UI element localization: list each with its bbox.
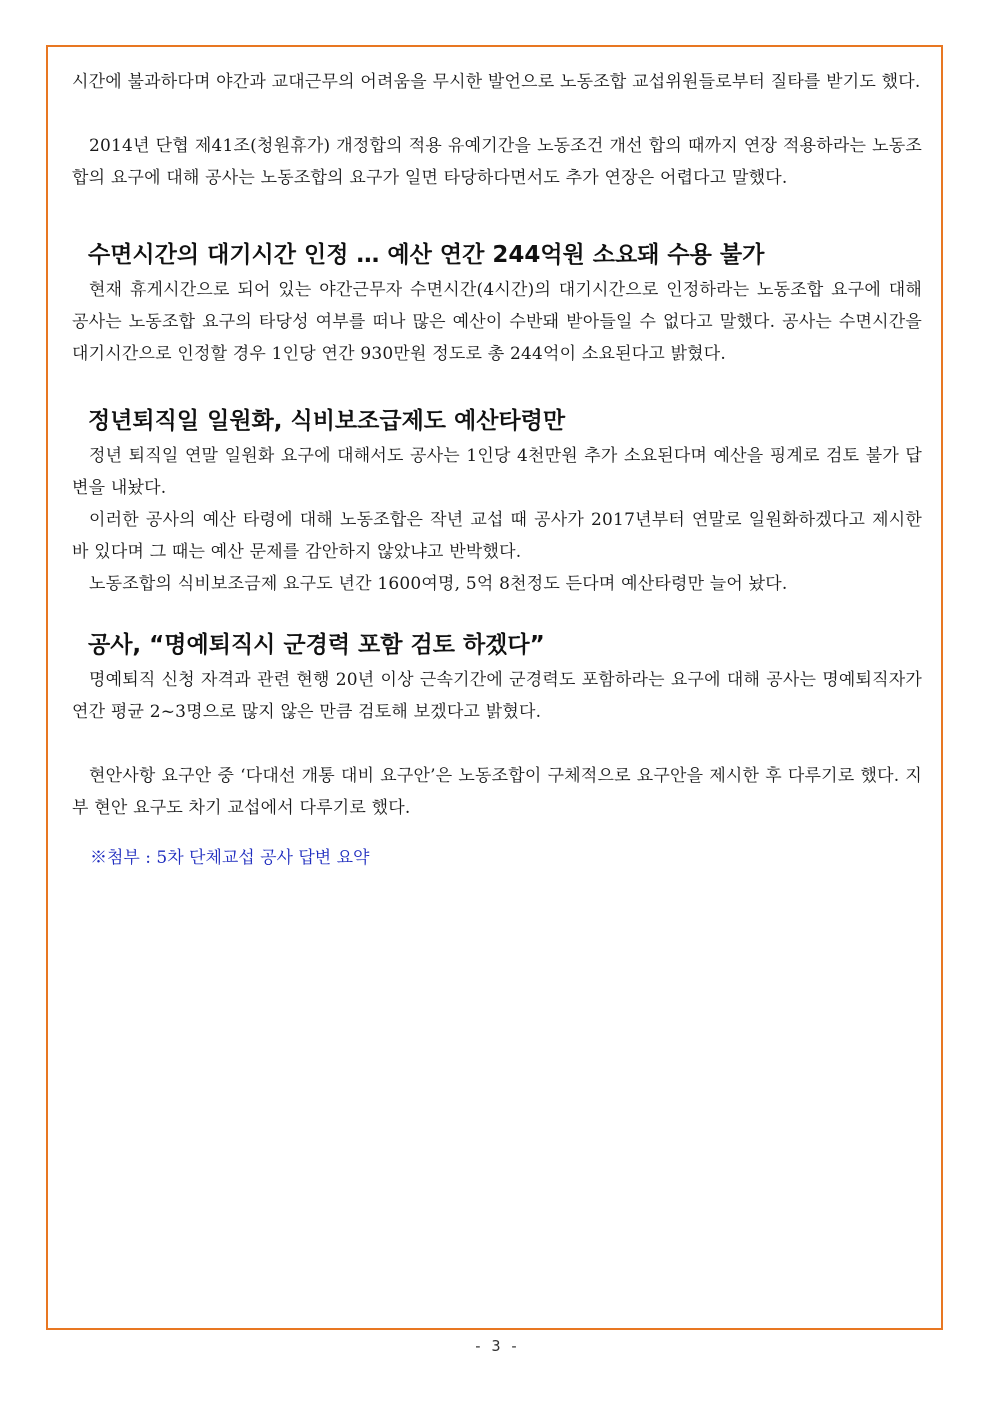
paragraph-closing: 현안사항 요구안 중 ‘다대선 개통 대비 요구안’은 노동조합이 구체적으로 요구안을 제시한 후 다루기로 했다. 지부 현안 요구도 차기 교섭에서 다루기로 했다.: [72, 766, 922, 818]
paragraph-leave-extension: 2014년 단협 제41조(청원휴가) 개정합의 적용 유예기간을 노동조건 개선 합의 때까지 연장 적용하라는 노동조합의 요구에 대해 공사는 노동조합의 요구가 일면 타당하다면서도 추가 연장은 어렵다고 말했다.: [72, 136, 922, 188]
paragraph-union-rebuttal: 이러한 공사의 예산 타령에 대해 노동조합은 작년 교섭 때 공사가 2017년부터 연말로 일원화하겠다고 제시한 바 있다며 그 때는 예산 문제를 감안하지 않았냐고 반박했다.: [72, 510, 922, 562]
section-heading-sleep-time: 수면시간의 대기시간 인정 … 예산 연간 244억원 소요돼 수용 불가: [88, 242, 765, 268]
paragraph-sleep-time: 현재 휴게시간으로 되어 있는 야간근무자 수면시간(4시간)의 대기시간으로 인정하라는 노동조합 요구에 대해 공사는 노동조합 요구의 타당성 여부를 떠나 많은 예산이 수반돼 받아들일 수 없다고 말했다. 공사는 수면시간을 대기시간으로 인정할 경우 1인당 연간 930만원 정도로 총 244억이 소요된다고 밝혔다.: [72, 280, 922, 364]
paragraph-continuation: 시간에 불과하다며 야간과 교대근무의 어려움을 무시한 발언으로 노동조합 교섭위원들로부터 질타를 받기도 했다.: [72, 72, 921, 92]
attachment-note: ※첨부 : 5차 단체교섭 공사 답변 요약: [90, 848, 370, 868]
section-heading-honorary-retirement: 공사, “명예퇴직시 군경력 포함 검토 하겠다”: [88, 632, 545, 658]
paragraph-honorary-retirement: 명예퇴직 신청 자격과 관련 현행 20년 이상 근속기간에 군경력도 포함하라는 요구에 대해 공사는 명예퇴직자가 연간 평균 2~3명으로 많지 않은 만큼 검토해 보겠다고 밝혔다.: [72, 670, 922, 722]
paragraph-meal-subsidy: 노동조합의 식비보조금제 요구도 년간 1600여명, 5억 8천정도 든다며 예산타령만 늘어 놨다.: [89, 574, 788, 594]
paragraph-retirement-date: 정년 퇴직일 연말 일원화 요구에 대해서도 공사는 1인당 4천만원 추가 소요된다며 예산을 핑계로 검토 불가 답변을 내놨다.: [72, 446, 922, 498]
page-number: - 3 -: [473, 1337, 519, 1355]
document-body: [72, 66, 922, 874]
section-heading-retirement-date: 정년퇴직일 일원화, 식비보조급제도 예산타령만: [88, 408, 566, 434]
